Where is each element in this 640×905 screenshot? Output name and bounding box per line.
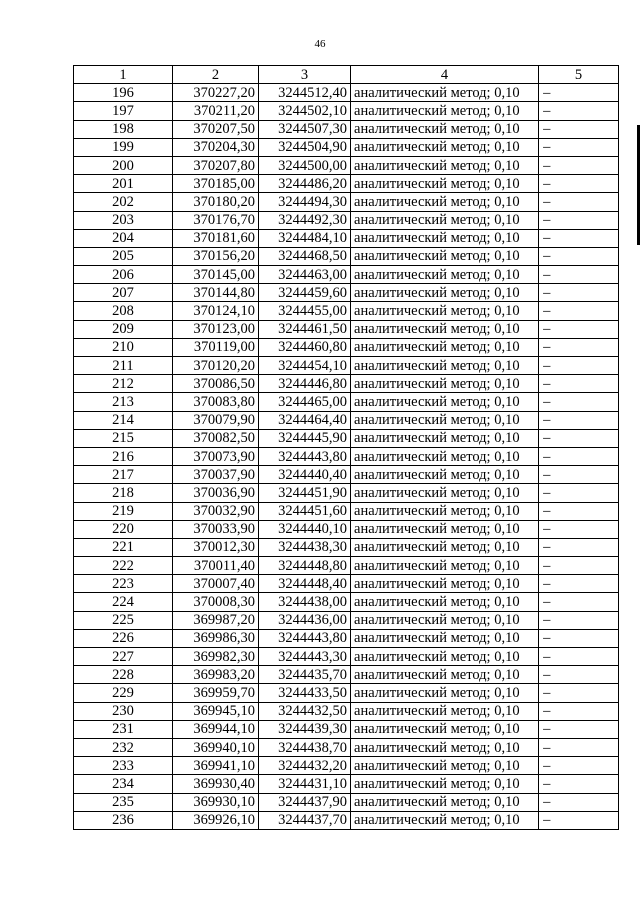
point-number-cell: 220 (74, 520, 173, 538)
method-cell: аналитический метод; 0,10 (351, 102, 539, 120)
method-cell: аналитический метод; 0,10 (351, 357, 539, 375)
note-cell: – (539, 375, 619, 393)
note-cell: – (539, 593, 619, 611)
y-coordinate-cell: 3244463,00 (259, 266, 351, 284)
method-cell: аналитический метод; 0,10 (351, 757, 539, 775)
note-cell: – (539, 266, 619, 284)
point-number-cell: 203 (74, 211, 173, 229)
point-number-cell: 197 (74, 102, 173, 120)
note-cell: – (539, 702, 619, 720)
point-number-cell: 216 (74, 447, 173, 465)
point-number-cell: 201 (74, 175, 173, 193)
method-cell: аналитический метод; 0,10 (351, 720, 539, 738)
point-number-cell: 236 (74, 811, 173, 829)
point-number-cell: 215 (74, 429, 173, 447)
y-coordinate-cell: 3244461,50 (259, 320, 351, 338)
y-coordinate-cell: 3244438,70 (259, 738, 351, 756)
method-cell: аналитический метод; 0,10 (351, 429, 539, 447)
x-coordinate-cell: 370033,90 (173, 520, 259, 538)
point-number-cell: 196 (74, 84, 173, 102)
point-number-cell: 217 (74, 466, 173, 484)
point-number-cell: 233 (74, 757, 173, 775)
table-row (74, 484, 619, 502)
x-coordinate-cell: 369986,30 (173, 629, 259, 647)
column-header-3: 3 (259, 66, 351, 84)
table-header-row (74, 66, 619, 84)
note-cell: – (539, 447, 619, 465)
y-coordinate-cell: 3244500,00 (259, 156, 351, 174)
table-row (74, 193, 619, 211)
point-number-cell: 207 (74, 284, 173, 302)
x-coordinate-cell: 370176,70 (173, 211, 259, 229)
method-cell: аналитический метод; 0,10 (351, 648, 539, 666)
note-cell: – (539, 211, 619, 229)
y-coordinate-cell: 3244451,60 (259, 502, 351, 520)
x-coordinate-cell: 370145,00 (173, 266, 259, 284)
point-number-cell: 223 (74, 575, 173, 593)
table-row (74, 520, 619, 538)
point-number-cell: 232 (74, 738, 173, 756)
table-row (74, 557, 619, 575)
page-number: 46 (314, 38, 326, 50)
y-coordinate-cell: 3244486,20 (259, 175, 351, 193)
table-row (74, 229, 619, 247)
table-row (74, 611, 619, 629)
point-number-cell: 213 (74, 393, 173, 411)
method-cell: аналитический метод; 0,10 (351, 611, 539, 629)
y-coordinate-cell: 3244440,10 (259, 520, 351, 538)
y-coordinate-cell: 3244431,10 (259, 775, 351, 793)
x-coordinate-cell: 370124,10 (173, 302, 259, 320)
note-cell: – (539, 502, 619, 520)
y-coordinate-cell: 3244512,40 (259, 84, 351, 102)
x-coordinate-cell: 370181,60 (173, 229, 259, 247)
note-cell: – (539, 193, 619, 211)
point-number-cell: 222 (74, 557, 173, 575)
y-coordinate-cell: 3244455,00 (259, 302, 351, 320)
table-row (74, 302, 619, 320)
table-row (74, 538, 619, 556)
note-cell: – (539, 102, 619, 120)
table-row (74, 393, 619, 411)
note-cell: – (539, 684, 619, 702)
method-cell: аналитический метод; 0,10 (351, 375, 539, 393)
y-coordinate-cell: 3244454,10 (259, 357, 351, 375)
note-cell: – (539, 229, 619, 247)
table-row (74, 775, 619, 793)
y-coordinate-cell: 3244443,30 (259, 648, 351, 666)
y-coordinate-cell: 3244465,00 (259, 393, 351, 411)
point-number-cell: 206 (74, 266, 173, 284)
point-number-cell: 208 (74, 302, 173, 320)
method-cell: аналитический метод; 0,10 (351, 593, 539, 611)
x-coordinate-cell: 369983,20 (173, 666, 259, 684)
y-coordinate-cell: 3244432,50 (259, 702, 351, 720)
method-cell: аналитический метод; 0,10 (351, 266, 539, 284)
x-coordinate-cell: 369987,20 (173, 611, 259, 629)
y-coordinate-cell: 3244464,40 (259, 411, 351, 429)
x-coordinate-cell: 369926,10 (173, 811, 259, 829)
x-coordinate-cell: 370180,20 (173, 193, 259, 211)
y-coordinate-cell: 3244445,90 (259, 429, 351, 447)
note-cell: – (539, 320, 619, 338)
method-cell: аналитический метод; 0,10 (351, 811, 539, 829)
y-coordinate-cell: 3244433,50 (259, 684, 351, 702)
table-row (74, 211, 619, 229)
y-coordinate-cell: 3244440,40 (259, 466, 351, 484)
y-coordinate-cell: 3244435,70 (259, 666, 351, 684)
x-coordinate-cell: 370037,90 (173, 466, 259, 484)
method-cell: аналитический метод; 0,10 (351, 84, 539, 102)
table-row (74, 811, 619, 829)
note-cell: – (539, 738, 619, 756)
method-cell: аналитический метод; 0,10 (351, 411, 539, 429)
note-cell: – (539, 466, 619, 484)
x-coordinate-cell: 370227,20 (173, 84, 259, 102)
point-number-cell: 214 (74, 411, 173, 429)
y-coordinate-cell: 3244432,20 (259, 757, 351, 775)
note-cell: – (539, 357, 619, 375)
y-coordinate-cell: 3244484,10 (259, 229, 351, 247)
y-coordinate-cell: 3244437,70 (259, 811, 351, 829)
y-coordinate-cell: 3244443,80 (259, 629, 351, 647)
x-coordinate-cell: 370119,00 (173, 338, 259, 356)
table-row (74, 357, 619, 375)
x-coordinate-cell: 370036,90 (173, 484, 259, 502)
x-coordinate-cell: 370123,00 (173, 320, 259, 338)
point-number-cell: 235 (74, 793, 173, 811)
table-row (74, 720, 619, 738)
note-cell: – (539, 484, 619, 502)
method-cell: аналитический метод; 0,10 (351, 193, 539, 211)
point-number-cell: 204 (74, 229, 173, 247)
y-coordinate-cell: 3244502,10 (259, 102, 351, 120)
y-coordinate-cell: 3244448,80 (259, 557, 351, 575)
column-header-1: 1 (74, 66, 173, 84)
note-cell: – (539, 520, 619, 538)
y-coordinate-cell: 3244448,40 (259, 575, 351, 593)
table-row (74, 629, 619, 647)
x-coordinate-cell: 369959,70 (173, 684, 259, 702)
note-cell: – (539, 284, 619, 302)
note-cell: – (539, 575, 619, 593)
point-number-cell: 218 (74, 484, 173, 502)
note-cell: – (539, 629, 619, 647)
note-cell: – (539, 120, 619, 138)
point-number-cell: 209 (74, 320, 173, 338)
table-row (74, 702, 619, 720)
note-cell: – (539, 775, 619, 793)
note-cell: – (539, 666, 619, 684)
method-cell: аналитический метод; 0,10 (351, 484, 539, 502)
point-number-cell: 200 (74, 156, 173, 174)
table-row (74, 593, 619, 611)
x-coordinate-cell: 370144,80 (173, 284, 259, 302)
x-coordinate-cell: 370083,80 (173, 393, 259, 411)
method-cell: аналитический метод; 0,10 (351, 320, 539, 338)
table-row (74, 757, 619, 775)
y-coordinate-cell: 3244492,30 (259, 211, 351, 229)
point-number-cell: 224 (74, 593, 173, 611)
y-coordinate-cell: 3244459,60 (259, 284, 351, 302)
method-cell: аналитический метод; 0,10 (351, 538, 539, 556)
y-coordinate-cell: 3244494,30 (259, 193, 351, 211)
y-coordinate-cell: 3244437,90 (259, 793, 351, 811)
method-cell: аналитический метод; 0,10 (351, 211, 539, 229)
point-number-cell: 205 (74, 247, 173, 265)
method-cell: аналитический метод; 0,10 (351, 775, 539, 793)
method-cell: аналитический метод; 0,10 (351, 302, 539, 320)
note-cell: – (539, 393, 619, 411)
table-row (74, 575, 619, 593)
method-cell: аналитический метод; 0,10 (351, 557, 539, 575)
x-coordinate-cell: 370011,40 (173, 557, 259, 575)
table-row (74, 247, 619, 265)
method-cell: аналитический метод; 0,10 (351, 338, 539, 356)
method-cell: аналитический метод; 0,10 (351, 247, 539, 265)
y-coordinate-cell: 3244438,00 (259, 593, 351, 611)
column-header-5: 5 (539, 66, 619, 84)
coordinates-table (73, 65, 619, 830)
x-coordinate-cell: 369945,10 (173, 702, 259, 720)
note-cell: – (539, 793, 619, 811)
table-row (74, 102, 619, 120)
point-number-cell: 210 (74, 338, 173, 356)
table-row (74, 793, 619, 811)
note-cell: – (539, 247, 619, 265)
method-cell: аналитический метод; 0,10 (351, 629, 539, 647)
x-coordinate-cell: 370207,80 (173, 156, 259, 174)
note-cell: – (539, 538, 619, 556)
note-cell: – (539, 429, 619, 447)
x-coordinate-cell: 370211,20 (173, 102, 259, 120)
table-row (74, 684, 619, 702)
point-number-cell: 225 (74, 611, 173, 629)
note-cell: – (539, 302, 619, 320)
table-row (74, 666, 619, 684)
point-number-cell: 226 (74, 629, 173, 647)
table-row (74, 120, 619, 138)
table-row (74, 138, 619, 156)
x-coordinate-cell: 370007,40 (173, 575, 259, 593)
table-row (74, 266, 619, 284)
y-coordinate-cell: 3244451,90 (259, 484, 351, 502)
table-row (74, 648, 619, 666)
x-coordinate-cell: 369930,10 (173, 793, 259, 811)
table-row (74, 447, 619, 465)
x-coordinate-cell: 370032,90 (173, 502, 259, 520)
table-row (74, 175, 619, 193)
method-cell: аналитический метод; 0,10 (351, 520, 539, 538)
x-coordinate-cell: 369982,30 (173, 648, 259, 666)
x-coordinate-cell: 369941,10 (173, 757, 259, 775)
x-coordinate-cell: 370204,30 (173, 138, 259, 156)
x-coordinate-cell: 370086,50 (173, 375, 259, 393)
method-cell: аналитический метод; 0,10 (351, 702, 539, 720)
method-cell: аналитический метод; 0,10 (351, 120, 539, 138)
note-cell: – (539, 611, 619, 629)
note-cell: – (539, 811, 619, 829)
y-coordinate-cell: 3244436,00 (259, 611, 351, 629)
point-number-cell: 221 (74, 538, 173, 556)
y-coordinate-cell: 3244460,80 (259, 338, 351, 356)
note-cell: – (539, 138, 619, 156)
point-number-cell: 228 (74, 666, 173, 684)
note-cell: – (539, 557, 619, 575)
method-cell: аналитический метод; 0,10 (351, 447, 539, 465)
x-coordinate-cell: 370079,90 (173, 411, 259, 429)
note-cell: – (539, 757, 619, 775)
table-row (74, 156, 619, 174)
note-cell: – (539, 175, 619, 193)
note-cell: – (539, 156, 619, 174)
column-header-4: 4 (351, 66, 539, 84)
x-coordinate-cell: 369940,10 (173, 738, 259, 756)
x-coordinate-cell: 370185,00 (173, 175, 259, 193)
y-coordinate-cell: 3244443,80 (259, 447, 351, 465)
x-coordinate-cell: 370082,50 (173, 429, 259, 447)
table-row (74, 320, 619, 338)
table-row (74, 429, 619, 447)
method-cell: аналитический метод; 0,10 (351, 684, 539, 702)
table-row (74, 738, 619, 756)
note-cell: – (539, 411, 619, 429)
point-number-cell: 199 (74, 138, 173, 156)
point-number-cell: 234 (74, 775, 173, 793)
point-number-cell: 212 (74, 375, 173, 393)
table-row (74, 502, 619, 520)
note-cell: – (539, 338, 619, 356)
method-cell: аналитический метод; 0,10 (351, 156, 539, 174)
y-coordinate-cell: 3244446,80 (259, 375, 351, 393)
method-cell: аналитический метод; 0,10 (351, 138, 539, 156)
x-coordinate-cell: 369930,40 (173, 775, 259, 793)
y-coordinate-cell: 3244439,30 (259, 720, 351, 738)
point-number-cell: 211 (74, 357, 173, 375)
note-cell: – (539, 720, 619, 738)
table-row (74, 284, 619, 302)
note-cell: – (539, 84, 619, 102)
x-coordinate-cell: 370207,50 (173, 120, 259, 138)
method-cell: аналитический метод; 0,10 (351, 666, 539, 684)
note-cell: – (539, 648, 619, 666)
point-number-cell: 229 (74, 684, 173, 702)
method-cell: аналитический метод; 0,10 (351, 575, 539, 593)
table-row (74, 466, 619, 484)
y-coordinate-cell: 3244507,30 (259, 120, 351, 138)
point-number-cell: 230 (74, 702, 173, 720)
y-coordinate-cell: 3244504,90 (259, 138, 351, 156)
y-coordinate-cell: 3244468,50 (259, 247, 351, 265)
point-number-cell: 219 (74, 502, 173, 520)
point-number-cell: 227 (74, 648, 173, 666)
x-coordinate-cell: 370012,30 (173, 538, 259, 556)
method-cell: аналитический метод; 0,10 (351, 502, 539, 520)
method-cell: аналитический метод; 0,10 (351, 793, 539, 811)
x-coordinate-cell: 370120,20 (173, 357, 259, 375)
x-coordinate-cell: 369944,10 (173, 720, 259, 738)
method-cell: аналитический метод; 0,10 (351, 175, 539, 193)
x-coordinate-cell: 370073,90 (173, 447, 259, 465)
point-number-cell: 198 (74, 120, 173, 138)
method-cell: аналитический метод; 0,10 (351, 393, 539, 411)
table-row (74, 411, 619, 429)
y-coordinate-cell: 3244438,30 (259, 538, 351, 556)
point-number-cell: 202 (74, 193, 173, 211)
x-coordinate-cell: 370156,20 (173, 247, 259, 265)
table-row (74, 338, 619, 356)
x-coordinate-cell: 370008,30 (173, 593, 259, 611)
method-cell: аналитический метод; 0,10 (351, 738, 539, 756)
method-cell: аналитический метод; 0,10 (351, 284, 539, 302)
column-header-2: 2 (173, 66, 259, 84)
table-row (74, 375, 619, 393)
table-row (74, 84, 619, 102)
method-cell: аналитический метод; 0,10 (351, 466, 539, 484)
method-cell: аналитический метод; 0,10 (351, 229, 539, 247)
point-number-cell: 231 (74, 720, 173, 738)
